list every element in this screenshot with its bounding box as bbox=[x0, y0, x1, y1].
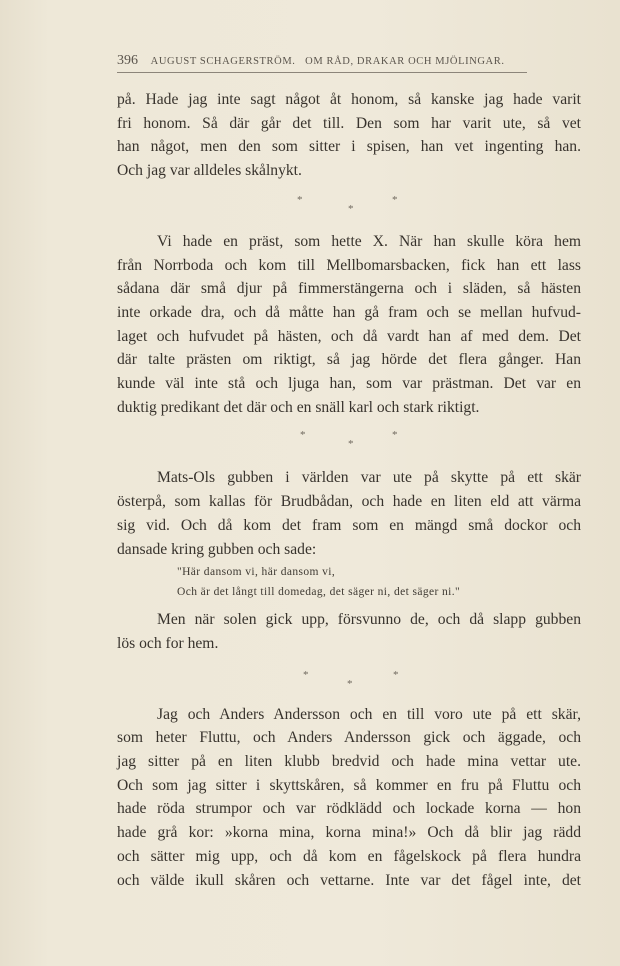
text-line: Och som jag sitter i skyttskåren, så kommer en fru på Fluttu och bbox=[117, 776, 581, 794]
text-line: Vi hade en präst, som hette X. När han skulle köra hem bbox=[157, 232, 581, 250]
header-rule bbox=[117, 72, 527, 73]
text-line: inte orkade dra, och då måtte han gå fram och se mellan hufvud- bbox=[117, 303, 581, 321]
paragraph-4 bbox=[117, 608, 581, 655]
body-text bbox=[117, 88, 581, 892]
paragraph-3 bbox=[117, 466, 581, 561]
text-line: sådana där små djur på fimmerstängerna och i släden, så hästen bbox=[117, 280, 581, 298]
text-line: hade grå kor: »korna mina, korna mina!» Och då blir jag rädd bbox=[117, 824, 581, 842]
text-line: som heter Fluttu, och Anders Andersson gick och äggade, och bbox=[117, 729, 581, 747]
asterisk: * bbox=[303, 668, 309, 681]
text-line: Och jag var alldeles skålnykt. bbox=[117, 162, 302, 180]
text-line: kunde väl inte stå och ljuga han, som var prästman. Det var en bbox=[117, 375, 581, 393]
verse-quote bbox=[177, 563, 581, 602]
paragraph-5 bbox=[117, 703, 581, 893]
text-line: Jag och Anders Andersson och en till voro ute på ett skär, bbox=[157, 705, 581, 723]
asterisk: * bbox=[348, 438, 354, 451]
text-line: där talte prästen om riktigt, så jag hörde det flera gånger. Han bbox=[117, 351, 581, 369]
paragraph-1 bbox=[117, 88, 581, 183]
text-line: Mats-Ols gubben i världen var ute på skytte på ett skär bbox=[157, 469, 581, 487]
running-title: AUGUST SCHAGERSTRÖM. OM RÅD, DRAKAR OCH MJÖLINGAR. bbox=[150, 56, 505, 67]
section-separator bbox=[117, 183, 581, 230]
text-line: österpå, som kallas för Brudbådan, och hade en liten eld att värma bbox=[117, 493, 581, 511]
text-line: fri honom. Så där går det till. Den som har varit ute, så vet bbox=[117, 114, 581, 132]
text-line: från Norrboda och kom till Mellbomarsbacken, fick han ett lass bbox=[117, 256, 581, 274]
text-line: hade röda strumpor och var rödklädd och lockade korna — hon bbox=[117, 800, 581, 818]
text-line: lös och for hem. bbox=[117, 634, 219, 652]
asterisk: * bbox=[392, 193, 398, 206]
section-separator bbox=[117, 656, 581, 703]
text-line: jag sitter på en liten klubb bredvid och hade mina vettar ute. bbox=[117, 753, 581, 771]
page-number: 396 bbox=[117, 53, 138, 68]
paragraph-2 bbox=[117, 230, 581, 420]
running-header bbox=[117, 53, 527, 69]
text-line: på. Hade jag inte sagt något åt honom, så kanske jag hade varit bbox=[117, 91, 581, 108]
text-line: laget och hufvudet på hästen, och då vardt han af med dem. Det bbox=[117, 327, 581, 345]
text-line: sig vid. Och då kom det fram som en mängd små dockor och bbox=[117, 516, 581, 534]
section-separator bbox=[117, 419, 581, 466]
text-line: och sätter mig upp, och då kom en fågelskock på flera hundra bbox=[117, 847, 581, 865]
text-line: duktig predikant det där och en snäll karl och stark riktigt. bbox=[117, 398, 480, 416]
asterisk: * bbox=[347, 677, 353, 690]
text-line: han något, men den som sitter i spisen, han vet ingenting han. bbox=[117, 138, 581, 156]
asterisk: * bbox=[392, 429, 398, 442]
asterisk: * bbox=[297, 193, 303, 206]
text-line: och välde ikull skåren och vettarne. Inte var det fågel inte, det bbox=[117, 871, 581, 889]
verse-line: "Här dansom vi, här dansom vi, bbox=[177, 566, 336, 579]
asterisk: * bbox=[348, 202, 354, 215]
asterisk: * bbox=[393, 668, 399, 681]
verse-line: Och är det långt till domedag, det säger ni, det säger ni." bbox=[177, 585, 461, 598]
text-line: dansade kring gubben och sade: bbox=[117, 540, 317, 558]
asterisk: * bbox=[300, 429, 306, 442]
text-line: Men när solen gick upp, försvunno de, och då slapp gubben bbox=[157, 611, 581, 629]
